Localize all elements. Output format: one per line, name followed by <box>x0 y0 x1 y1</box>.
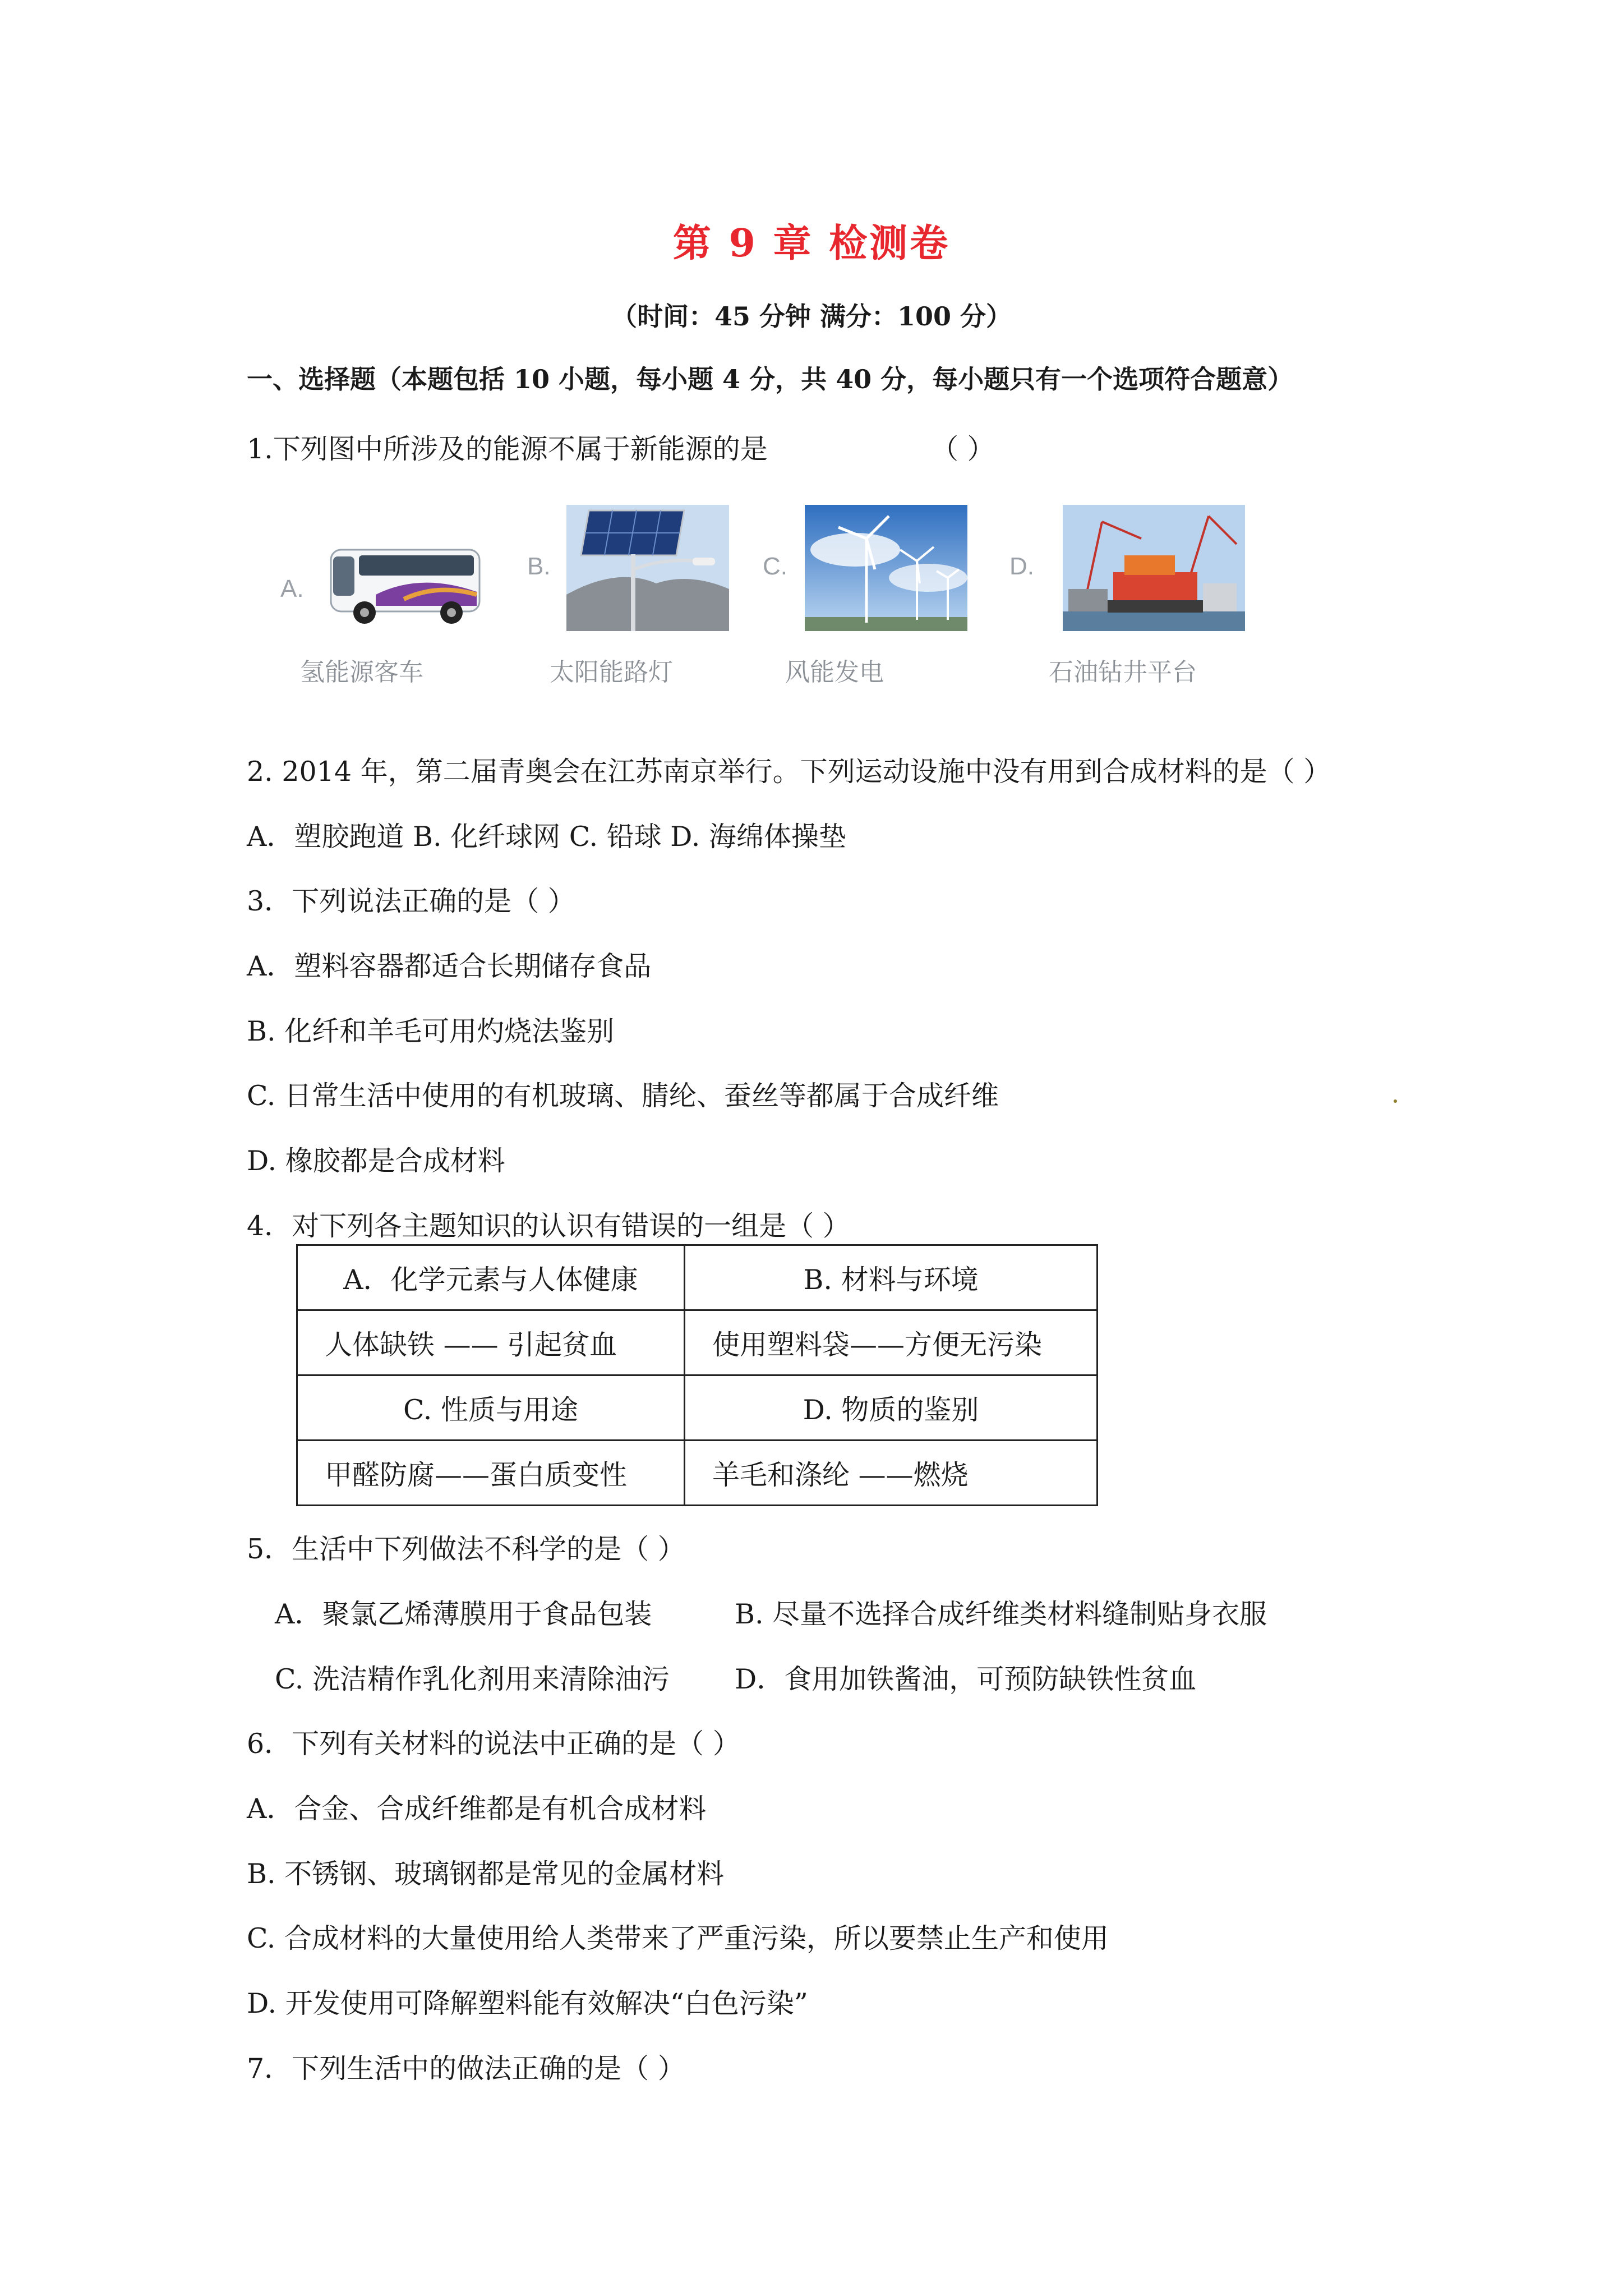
question-6-stem: 6．下列有关材料的说法中正确的是（ ） <box>247 1728 740 1760</box>
table-row <box>297 1310 1098 1375</box>
option-c-figure <box>763 505 998 690</box>
table-cell: C. 性质与用途 <box>297 1375 685 1441</box>
question-2-stem: 2. 2014 年，第二届青奥会在江苏南京举行。下列运动设施中没有用到合成材料的是（ ） <box>247 756 1331 788</box>
question-3-stem: 3．下列说法正确的是（ ） <box>247 885 575 917</box>
question-2-options: A．塑胶跑道 B. 化纤球网 C. 铅球 D. 海绵体操垫 <box>247 821 846 853</box>
wind-turbine-icon <box>805 505 967 631</box>
question-6-option-b: B. 不锈钢、玻璃钢都是常见的金属材料 <box>247 1858 725 1890</box>
solar-streetlight-icon <box>566 505 729 631</box>
option-b-letter: B. <box>527 553 551 580</box>
question-6-option-d: D. 开发使用可降解塑料能有效解决“白色污染” <box>247 1987 808 2019</box>
table-cell: A．化学元素与人体健康 <box>297 1245 685 1310</box>
option-b-caption: 太阳能路灯 <box>550 659 673 686</box>
question-4-table <box>296 1244 1098 1506</box>
table-row <box>297 1375 1098 1441</box>
option-a-letter: A. <box>280 575 304 602</box>
option-d-letter: D. <box>1009 553 1034 580</box>
option-c-letter: C. <box>763 553 787 580</box>
option-d-caption: 石油钻井平台 <box>1049 659 1197 686</box>
table-cell: 使用塑料袋——方便无污染 <box>685 1310 1098 1375</box>
question-3-option-a: A．塑料容器都适合长期储存食品 <box>247 950 652 982</box>
page-title: 第 9 章 检测卷 <box>672 221 951 266</box>
oil-rig-icon <box>1063 505 1245 631</box>
option-a-figure <box>269 505 505 690</box>
table-row <box>297 1245 1098 1310</box>
option-d-figure <box>1009 505 1245 690</box>
exam-info: （时间：45 分钟 满分：100 分） <box>611 301 1012 332</box>
question-5-option-a: A．聚氯乙烯薄膜用于食品包装 <box>275 1598 652 1630</box>
option-a-caption: 氢能源客车 <box>300 659 423 686</box>
question-6-option-a: A．合金、合成纤维都是有机合成材料 <box>247 1793 707 1825</box>
question-3-option-b: B. 化纤和羊毛可用灼烧法鉴别 <box>247 1015 615 1047</box>
question-1-stem: 1.下列图中所涉及的能源不属于新能源的是 <box>247 433 768 465</box>
table-cell: B. 材料与环境 <box>685 1245 1098 1310</box>
table-cell: D. 物质的鉴别 <box>685 1375 1098 1441</box>
question-4-stem: 4．对下列各主题知识的认识有错误的一组是（ ） <box>247 1210 850 1242</box>
section-heading: 一、选择题（本题包括 10 小题，每小题 4 分，共 40 分，每小题只有一个选项符合题意） <box>247 364 1294 394</box>
table-cell: 羊毛和涤纶 ——燃烧 <box>685 1441 1098 1506</box>
question-5-stem: 5．生活中下列做法不科学的是（ ） <box>247 1533 685 1565</box>
table-cell: 人体缺铁 —— 引起贫血 <box>297 1310 685 1375</box>
stray-mark <box>1394 1099 1397 1103</box>
option-c-caption: 风能发电 <box>785 659 884 686</box>
table-cell: 甲醛防腐——蛋白质变性 <box>297 1441 685 1506</box>
bus-icon <box>325 539 488 631</box>
question-7-stem: 7．下列生活中的做法正确的是（ ） <box>247 2053 685 2085</box>
question-3-option-c: C. 日常生活中使用的有机玻璃、腈纶、蚕丝等都属于合成纤维 <box>247 1080 999 1112</box>
question-1-answer-blank: （ ） <box>931 433 995 465</box>
question-6-option-c: C. 合成材料的大量使用给人类带来了严重污染，所以要禁止生产和使用 <box>247 1922 1109 1954</box>
question-3-option-d: D. 橡胶都是合成材料 <box>247 1145 505 1177</box>
question-5-option-c: C. 洗洁精作乳化剂用来清除油污 <box>275 1663 670 1695</box>
question-5-option-d: D．食用加铁酱油，可预防缺铁性贫血 <box>735 1663 1197 1695</box>
table-row <box>297 1441 1098 1506</box>
option-b-figure <box>527 505 763 690</box>
question-5-option-b: B. 尽量不选择合成纤维类材料缝制贴身衣服 <box>735 1598 1267 1630</box>
question-1-figures <box>269 505 1279 696</box>
